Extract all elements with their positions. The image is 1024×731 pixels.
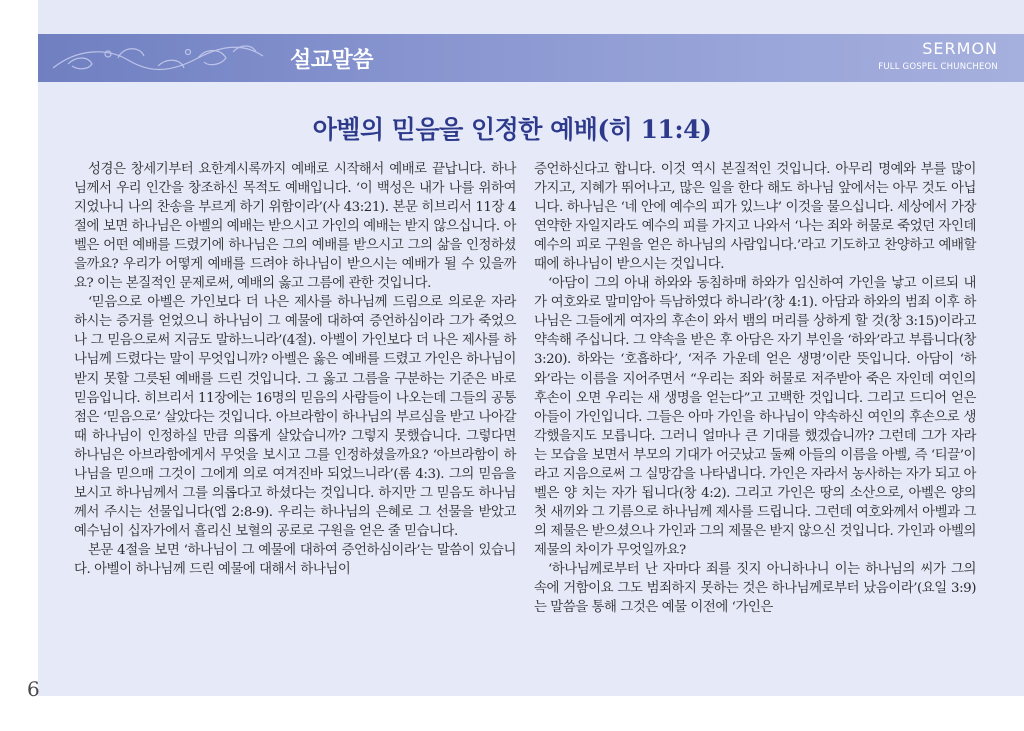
sermon-label: SERMON xyxy=(922,39,998,58)
floral-ornament-icon xyxy=(48,38,268,78)
paragraph: 증언하신다고 합니다. 이것 역시 본질적인 것입니다. 아무리 명예와 부를 많이 가지고, 지혜가 뛰어나고, 많은 일을 한다 해도 하나님 앞에서는 아무 것도 아닙니다. 하나님은 ‘네 안에 예수의 피가 있느냐’ 이것을 물으십니다. 세상에서 가장 연약한 자일지라도 예수의 피를 가지고 나와서 ‘나는 죄와 허물로 죽었던 자인데 예수의 피로 구원을 얻은 하나님의 사람입니다.’라고 기도하고 찬양하고 예배할 때에 하나님이 받으시는 것입니다. xyxy=(534,162,976,273)
church-label: FULL GOSPEL CHUNCHEON xyxy=(878,62,998,72)
section-title: 설교말씀 xyxy=(290,48,374,73)
paragraph: 본문 4절을 보면 ‘하나님이 그 예물에 대하여 증언하심이라’는 말씀이 있습니다. 아벨이 하나님께 드린 예물에 대해서 하나님이 xyxy=(74,542,516,577)
bottom-margin xyxy=(0,696,1024,731)
right-column xyxy=(534,160,976,617)
paragraph: ‘하나님께로부터 난 자마다 죄를 짓지 아니하나니 이는 하나님의 씨가 그의 속에 거함이요 그도 범죄하지 못하는 것은 하나님께로부터 났음이라’(요일 3:9)는 말씀을 통해 그것은 예물 이전에 ‘가인은 xyxy=(534,561,976,616)
paragraph: ‘아담이 그의 아내 하와와 동침하매 하와가 임신하여 가인을 낳고 이르되 내가 여호와로 말미암아 득남하였다 하니라’(창 4:1). 아담과 하와의 범죄 이후 하나님은 그들에게 여자의 후손이 와서 뱀의 머리를 상하게 할 것(창 3:15)이라고 약속해 주십니다. 그 약속을 받은 후 아담은 자기 부인을 ‘하와’라고 부릅니다(창 3:20). 하와는 ‘호흡하다’, ‘저주 가운데 얻은 생명’이란 뜻입니다. 아담이 ‘하와’라는 이름을 지어주면서 “우리는 죄와 허물로 저주받아 죽은 자인데 여인의 후손이 오면 우리는 새 생명을 얻는다”고 고백한 것입니다. 그리고 드디어 얻은 아들이 가인입니다. 그들은 아마 가인을 하나님이 약속하신 여인의 후손으로 생각했을지도 모릅니다. 그러니 얼마나 큰 기대를 했겠습니까? 그런데 그가 자라는 모습을 보면서 부모의 기대가 어긋났고 둘째 아들의 이름을 아벨, 즉 ‘티끌’이라고 지음으로써 그 실망감을 나타냅니다. 가인은 자라서 농사하는 자가 되고 아벨은 양 치는 자가 됩니다(창 4:2). 그리고 가인은 땅의 소산으로, 아벨은 양의 첫 새끼와 그 기름으로 하나님께 제사를 드립니다. 그런데 여호와께서 아벨과 그의 제물은 받으셨으나 가인과 그의 제물은 받지 않으신 것입니다. 가인과 아벨의 제물의 차이가 무엇일까요? xyxy=(534,276,976,558)
paragraph: 성경은 창세기부터 요한계시록까지 예배로 시작해서 예배로 끝납니다. 하나님께서 우리 인간을 창조하신 목적도 예배입니다. ‘이 백성은 내가 나를 위하여 지었나니 나의 찬송을 부르게 하기 위함이라’(사 43:21). 본문 히브리서 11장 4절에 보면 하나님은 아벨의 예배는 받으시고 가인의 예배는 받지 않으십니다. 아벨은 어떤 예배를 드렸기에 하나님은 그의 예배를 받으시고 그의 삶을 인정하셨을까요? 우리가 어떻게 예배를 드려야 하나님이 받으시는 예배가 될 수 있을까요? 이는 본질적인 문제로써, 예배의 옳고 그름에 관한 것입니다. xyxy=(74,162,516,292)
paragraph: ‘믿음으로 아벨은 가인보다 더 나은 제사를 하나님께 드림으로 의로운 자라 하시는 증거를 얻었으니 하나님이 그 예물에 대하여 증언하심이라 그가 죽었으나 그 믿음으로써 지금도 말하느니라’(4절). 아벨이 가인보다 더 나은 제사를 하나님께 드렸다는 말이 무엇입니까? 아벨은 옳은 예배를 드렸고 가인은 하나님이 받지 못할 그릇된 예배를 드린 것입니다. 그 옳고 그름을 구분하는 기준은 바로 믿음입니다. 히브리서 11장에는 16명의 믿음의 사람들이 나오는데 그들의 공통점은 ‘믿음으로’ 살았다는 것입니다. 아브라함이 하나님의 부르심을 받고 나아갈 때 하나님이 인정하실 만큼 의롭게 살았습니까? 그렇지 못했습니다. 그렇다면 하나님은 아브라함에게서 무엇을 보시고 그를 인정하셨을까요? ‘아브라함이 하나님을 믿으매 그것이 그에게 의로 여겨진바 되었느니라’(롬 4:3). 그의 믿음을 보시고 하나님께서 그를 의롭다고 하셨다는 것입니다. 하지만 그 믿음도 하나님께서 주시는 선물입니다(엡 2:8-9). 우리는 하나님의 은혜로 그 선물을 받았고 예수님이 십자가에서 흘리신 보혈의 공로로 구원을 얻은 줄 믿습니다. xyxy=(74,295,516,539)
left-column xyxy=(74,160,516,579)
article-title: 아벨의 믿음을 인정한 예배(히 11:4) xyxy=(312,115,712,144)
page-number: 6 xyxy=(27,677,40,701)
